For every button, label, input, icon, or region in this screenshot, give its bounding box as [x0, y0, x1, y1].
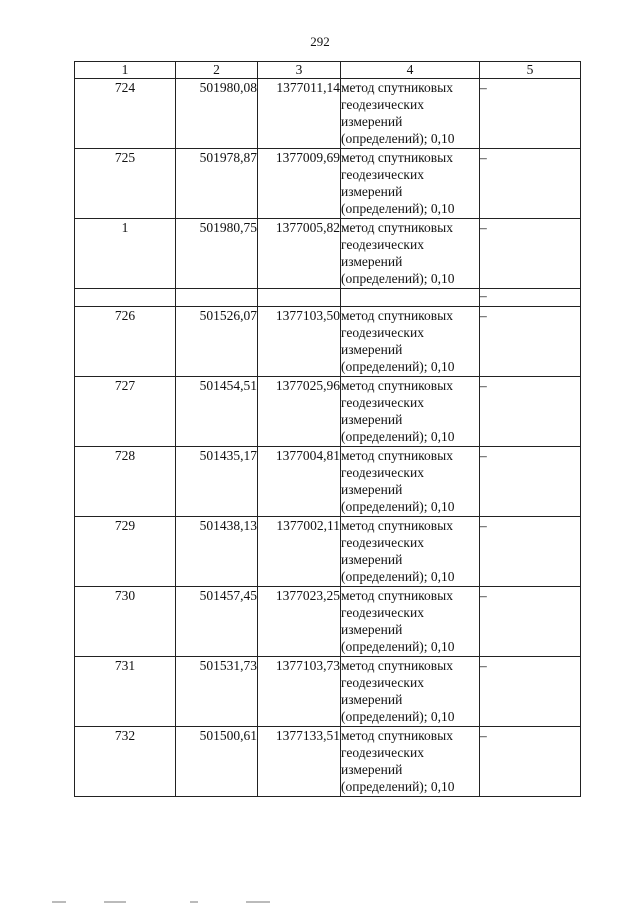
separator-row [75, 289, 581, 307]
note-cell: – [480, 657, 581, 727]
coordinates-table [74, 61, 581, 797]
coordinate-y: 1377009,69 [258, 149, 341, 219]
table-row [75, 727, 581, 797]
note-cell: – [480, 289, 581, 307]
coordinate-y: 1377004,81 [258, 447, 341, 517]
coordinate-x: 501980,08 [176, 79, 258, 149]
point-number: 732 [75, 727, 176, 797]
column-header-5: 5 [480, 62, 581, 79]
method-description: метод спутниковых геодезических измерений (определений); 0,10 [341, 587, 480, 657]
coordinate-y: 1377103,73 [258, 657, 341, 727]
method-description [341, 289, 480, 307]
table-row [75, 307, 581, 377]
column-header-2: 2 [176, 62, 258, 79]
note-cell: – [480, 447, 581, 517]
coordinate-x: 501454,51 [176, 377, 258, 447]
table-header [75, 62, 581, 79]
table-row [75, 149, 581, 219]
coordinate-y: 1377103,50 [258, 307, 341, 377]
coordinate-x [176, 289, 258, 307]
scan-mark [246, 901, 270, 903]
table-row [75, 79, 581, 149]
note-cell: – [480, 219, 581, 289]
note-cell: – [480, 727, 581, 797]
coordinate-y [258, 289, 341, 307]
table-row [75, 377, 581, 447]
point-number: 725 [75, 149, 176, 219]
note-cell: – [480, 377, 581, 447]
coordinate-x: 501526,07 [176, 307, 258, 377]
method-description: метод спутниковых геодезических измерений (определений); 0,10 [341, 307, 480, 377]
table-row [75, 517, 581, 587]
scan-mark [52, 901, 66, 903]
coordinate-x: 501435,17 [176, 447, 258, 517]
coordinate-y: 1377133,51 [258, 727, 341, 797]
point-number: 729 [75, 517, 176, 587]
coordinate-y: 1377025,96 [258, 377, 341, 447]
page-number: 292 [310, 34, 330, 49]
scan-mark [104, 901, 126, 903]
method-description: метод спутниковых геодезических измерений (определений); 0,10 [341, 657, 480, 727]
coordinate-y: 1377011,14 [258, 79, 341, 149]
point-number [75, 289, 176, 307]
note-cell: – [480, 79, 581, 149]
coordinate-x: 501438,13 [176, 517, 258, 587]
header-row [75, 62, 581, 79]
method-description: метод спутниковых геодезических измерений (определений); 0,10 [341, 79, 480, 149]
method-description: метод спутниковых геодезических измерений (определений); 0,10 [341, 377, 480, 447]
coordinate-x: 501531,73 [176, 657, 258, 727]
point-number: 730 [75, 587, 176, 657]
point-number: 731 [75, 657, 176, 727]
method-description: метод спутниковых геодезических измерений (определений); 0,10 [341, 447, 480, 517]
column-header-4: 4 [341, 62, 480, 79]
point-number: 1 [75, 219, 176, 289]
note-cell: – [480, 307, 581, 377]
method-description: метод спутниковых геодезических измерений (определений); 0,10 [341, 219, 480, 289]
coordinate-x: 501978,87 [176, 149, 258, 219]
coordinate-x: 501500,61 [176, 727, 258, 797]
coordinate-y: 1377005,82 [258, 219, 341, 289]
coordinate-x: 501980,75 [176, 219, 258, 289]
scan-mark [190, 901, 198, 903]
column-header-1: 1 [75, 62, 176, 79]
note-cell: – [480, 149, 581, 219]
coordinate-y: 1377023,25 [258, 587, 341, 657]
method-description: метод спутниковых геодезических измерений (определений); 0,10 [341, 517, 480, 587]
column-header-3: 3 [258, 62, 341, 79]
table-row [75, 657, 581, 727]
point-number: 728 [75, 447, 176, 517]
note-cell: – [480, 517, 581, 587]
note-cell: – [480, 587, 581, 657]
point-number: 727 [75, 377, 176, 447]
coordinate-y: 1377002,11 [258, 517, 341, 587]
table-row [75, 587, 581, 657]
table-body [75, 79, 581, 797]
coordinate-x: 501457,45 [176, 587, 258, 657]
point-number: 726 [75, 307, 176, 377]
table-row [75, 447, 581, 517]
scan-edge-marks [0, 901, 640, 905]
point-number: 724 [75, 79, 176, 149]
method-description: метод спутниковых геодезических измерений (определений); 0,10 [341, 149, 480, 219]
method-description: метод спутниковых геодезических измерений (определений); 0,10 [341, 727, 480, 797]
table-row [75, 219, 581, 289]
